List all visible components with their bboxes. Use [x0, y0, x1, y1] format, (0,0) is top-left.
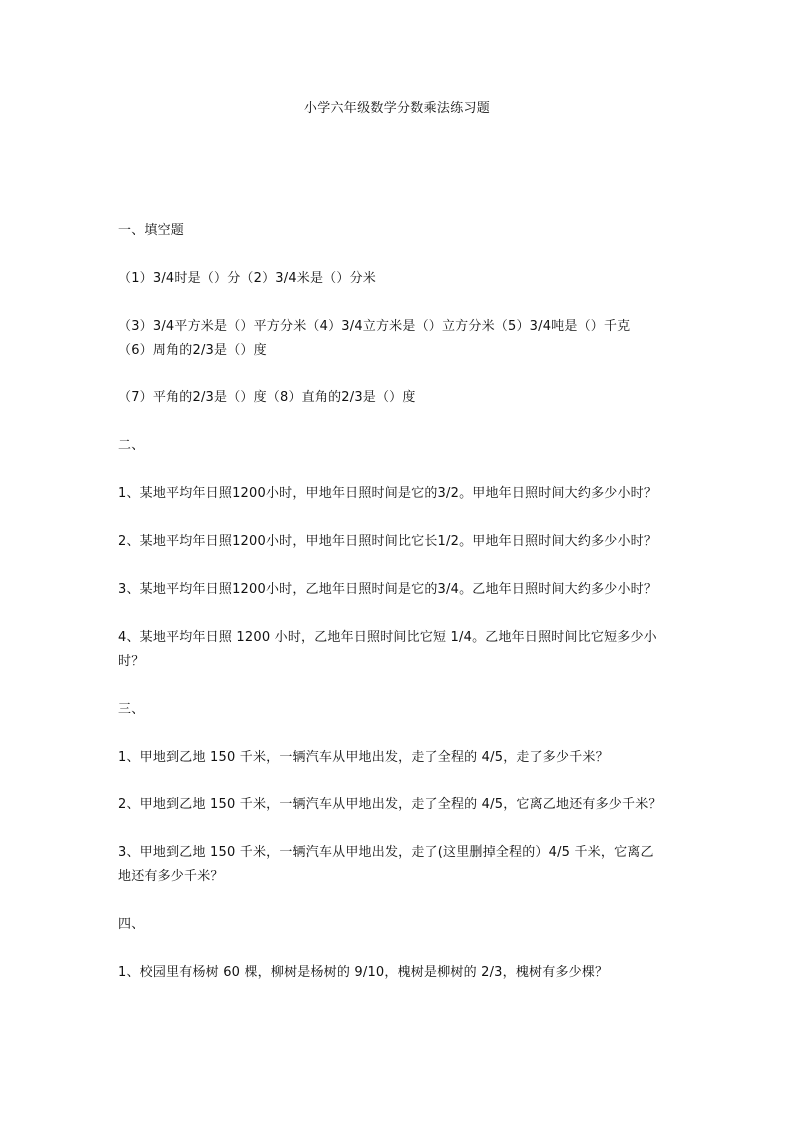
section4-question-1: 1、校园里有杨树 60 棵，柳树是杨树的 9/10，槐树是柳树的 2/3，槐树有多少棵？ — [118, 965, 609, 980]
document-title: 小学六年级数学分数乘法练习题 — [303, 101, 491, 116]
section3-question-1: 1、甲地到乙地 150 千米，一辆汽车从甲地出发，走了全程的 4/5，走了多少千米？ — [118, 750, 609, 765]
section4-heading: 四、 — [118, 917, 145, 932]
section1-line2a: （3）3/4平方米是（）平方分米（4）3/4立方米是（）立方分米（5）3/4吨是（）千克 — [118, 319, 631, 334]
section1-line2b: （6）周角的2/3是（）度 — [118, 343, 267, 358]
section2-heading: 二、 — [118, 438, 145, 453]
section1-heading: 一、填空题 — [118, 223, 185, 238]
section3-question-3b: 地还有多少千米？ — [118, 869, 224, 884]
section2-question-4b: 时？ — [118, 654, 145, 669]
section3-heading: 三、 — [118, 702, 145, 717]
section2-question-4a: 4、某地平均年日照 1200 小时，乙地年日照时间比它短 1/4。乙地年日照时间比它短多少小 — [118, 630, 657, 645]
section1-line3: （7）平角的2/3是（）度（8）直角的2/3是（）度 — [118, 390, 416, 405]
section2-question-1: 1、某地平均年日照1200小时，甲地年日照时间是它的3/2。甲地年日照时间大约多少小时？ — [118, 486, 658, 501]
section2-question-3: 3、某地平均年日照1200小时，乙地年日照时间是它的3/4。乙地年日照时间大约多少小时？ — [118, 582, 658, 597]
section3-question-3a: 3、甲地到乙地 150 千米，一辆汽车从甲地出发，走了(这里删掉全程的）4/5 千米，它离乙 — [118, 845, 654, 860]
section1-line1: （1）3/4时是（）分（2）3/4米是（）分米 — [118, 271, 376, 286]
section2-question-2: 2、某地平均年日照1200小时，甲地年日照时间比它长1/2。甲地年日照时间大约多少小时？ — [118, 534, 658, 549]
section3-question-2: 2、甲地到乙地 150 千米，一辆汽车从甲地出发，走了全程的 4/5，它离乙地还有多少千米？ — [118, 797, 662, 812]
